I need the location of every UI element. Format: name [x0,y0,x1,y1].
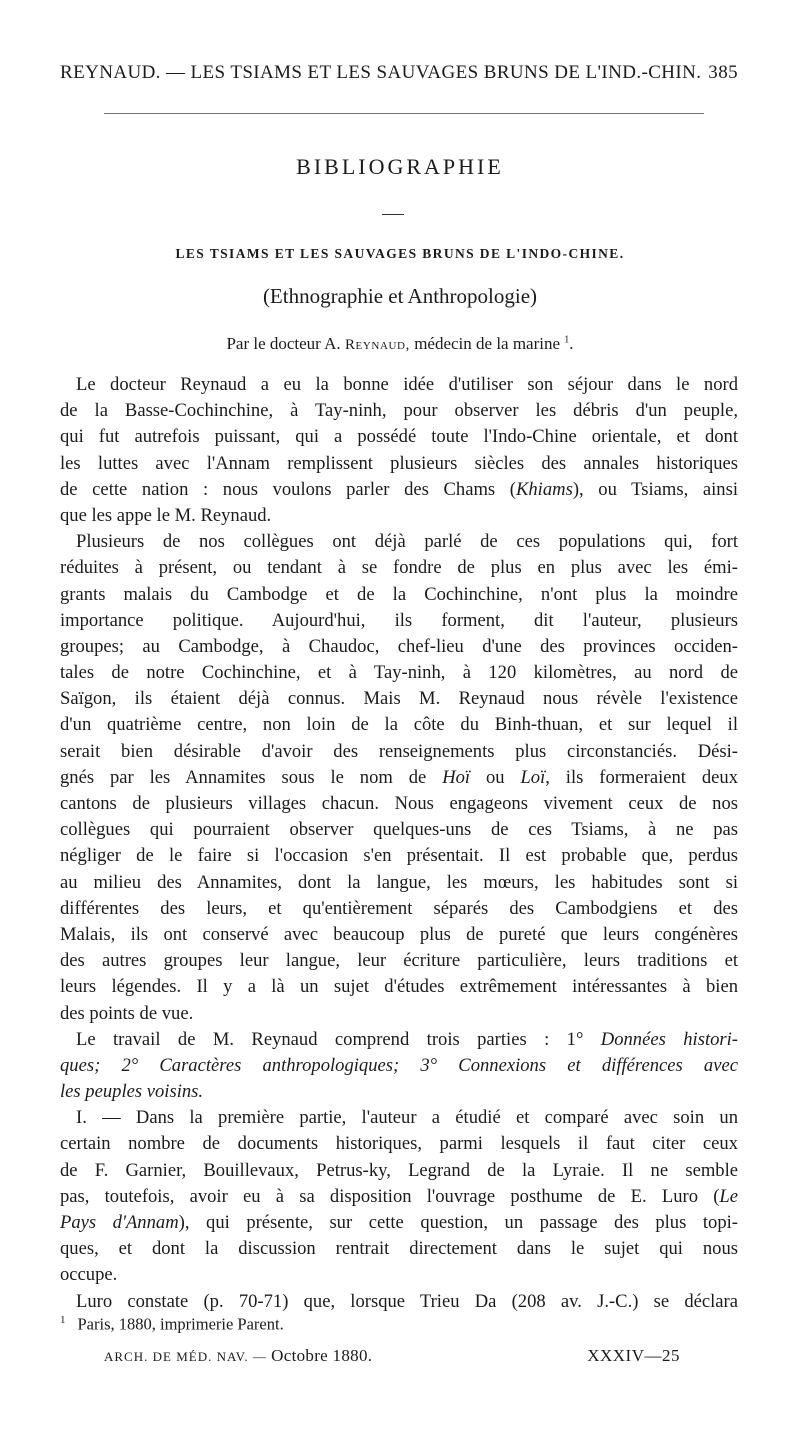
text-line: ques, et dont la discussion rentrait directement dans le sujet qui nous [60,1238,738,1260]
text-line: les luttes avec l'Annam remplissent plusieurs siècles des annales historiques [60,452,738,474]
journal-name: ARCH. DE MÉD. NAV. [104,1349,249,1364]
imprint-dash: — [252,1349,267,1364]
text-line: Le docteur Reynaud a eu la bonne idée d'utiliser son séjour dans le nord [76,374,738,395]
text-line: des autres groupes leur langue, leur écriture particulière, leurs traditions et [60,950,738,972]
signature-mark: XXXIV—25 [587,1346,680,1365]
book-title: LES TSIAMS ET LES SAUVAGES BRUNS DE L'INDO-CHINE. [175,246,625,261]
text-line: Plusieurs de nos collègues ont déjà parlé de ces populations qui, fort [76,531,738,553]
text-line: certain nombre de documents historiques, parmi lesquels il faut citer ceux [60,1133,738,1155]
text-line: Saïgon, ils étaient déjà connus. Mais M. Reynaud nous révèle l'existence [60,688,738,710]
text-line: groupes; au Cambodge, à Chaudoc, chef-lieu d'une des provinces occiden- [60,635,738,657]
separator-dash [382,214,404,215]
byline-prefix: Par le docteur A. [226,334,341,353]
text-line: au milieu des Annamites, dont la langue, les mœurs, les habitudes sont si [60,871,738,893]
text-line: serait bien désirable d'avoir des renseignements plus circonstanciés. Dési- [60,740,738,762]
text-line: grants malais du Cambodge et de la Cochinchine, n'ont plus la moindre [60,583,738,605]
text-line: ques; 2° Caractères anthropologiques; 3° Connexions et différences avec [60,1054,738,1076]
text-line: de F. Garnier, Bouillevaux, Petrus-ky, Legrand de la Lyraie. Il ne semble [60,1159,738,1181]
text-line: Luro constate (p. 70-71) que, lorsque Trieu Da (208 av. J.-C.) se déclara [76,1290,738,1312]
book-subtitle: (Ethnographie et Anthropologie) [262,284,538,308]
text-line: Pays d'Annam), qui présente, sur cette question, un passage des plus topi- [60,1212,738,1233]
text-line: occupe. [60,1264,118,1286]
footnote-ref: 1 [564,334,570,346]
text-line: leurs légendes. Il y a là un sujet d'études extrêmement intéressantes à bien [60,976,738,998]
text-line: les peuples voisins. [60,1081,204,1103]
journal-imprint [104,1346,372,1366]
footnote-text: Paris, 1880, imprimerie Parent. [77,1314,284,1334]
text-line: Malais, ils ont conservé avec beaucoup plus de pureté que leurs congénères [60,923,738,945]
text-line: des points de vue. [60,1002,194,1024]
text-line: de la Basse-Cochinchine, à Tay-ninh, pour observer les débris d'un peuple, [60,400,738,422]
running-head [60,62,738,84]
text-line: que les appe le M. Reynaud. [60,504,272,526]
running-head-title: REYNAUD. — LES TSIAMS ET LES SAUVAGES BRUNS DE L'IND.-CHIN. [60,62,702,83]
byline-suffix: médecin de la marine [414,334,561,353]
page-number: 385 [708,62,738,83]
author-name: Reynaud, [344,337,410,353]
header-rule [104,113,704,114]
imprint-line [104,1346,680,1366]
text-line: réduites à présent, ou tendant à se fondre de plus en plus avec les émi- [60,557,738,579]
text-line: gnés par les Annamites sous le nom de Hoï ou Loï, ils formeraient deux [60,766,738,788]
body-text [60,372,738,1315]
text-line: différentes des leurs, et qu'entièrement séparés des Cambodgiens et des [60,897,738,919]
byline: Par le docteur A. Reynaud, médecin de la marine $^1$. [226,334,574,353]
text-line: collègues qui pourraient observer quelques-uns de ces Tsiams, à ne pas [60,819,738,841]
imprint-date: Octobre 1880. [271,1346,373,1365]
text-line: importance politique. Aujourd'hui, ils forment, dit l'auteur, plusieurs [60,609,738,631]
section-title: BIBLIOGRAPHIE [296,154,504,179]
text-line: pas, toutefois, avoir eu à sa disposition l'ouvrage posthume de E. Luro (Le [60,1185,738,1207]
text-line: cantons de plusieurs villages chacun. Nous engageons vivement ceux de nos [60,793,738,814]
text-line: I. — Dans la première partie, l'auteur a étudié et comparé avec soin un [76,1107,738,1129]
text-line: qui fut autrefois puissant, qui a possédé toute l'Indo-Chine orientale, et dont [60,426,738,448]
footnote [60,1314,284,1335]
footnote-mark: 1 [60,1314,66,1326]
text-line: tales de notre Cochinchine, et à Tay-ninh, à 120 kilomètres, au nord de [60,662,738,684]
text-line: de cette nation : nous voulons parler des Chams (Khiams), ou Tsiams, ainsi [60,478,738,500]
text-line: Le travail de M. Reynaud comprend trois parties : 1° Données histori- [76,1028,738,1050]
text-line: négliger de le faire si l'occasion s'en présentait. Il est probable que, perdus [60,845,738,867]
text-line: d'un quatrième centre, non loin de la côte du Binh-thuan, et sur lequel il [60,714,738,736]
